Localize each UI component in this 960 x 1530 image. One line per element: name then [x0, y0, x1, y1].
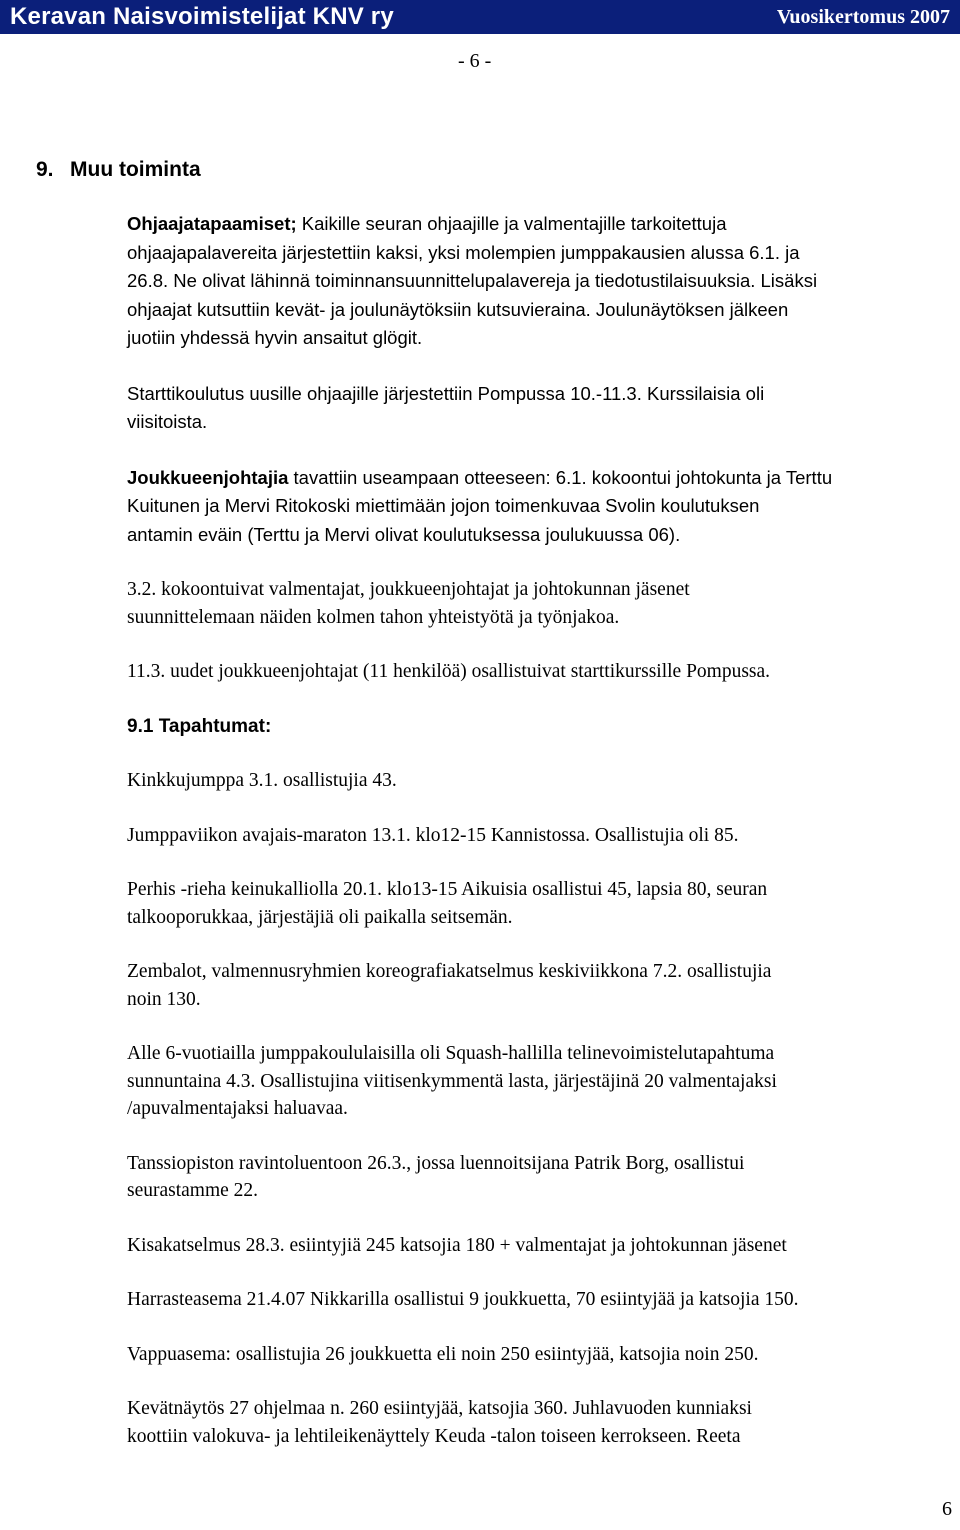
header-bar: [0, 0, 960, 34]
text-line: Starttikoulutus uusille ohjaajille järjestettiin Pompussa 10.-11.3. Kurssilaisia oli: [127, 382, 765, 404]
text-line: noin 130.: [127, 988, 201, 1010]
text-line: sunnuntaina 4.3. Osallistujina viitisenkymmentä lasta, järjestäjinä 20 valmentajaksi: [127, 1070, 777, 1092]
text-line: ohjaajapalavereita järjestettiin kaksi, yksi molempien jumppakausien alussa 6.1. ja: [127, 241, 800, 263]
page-number-bottom: 6: [942, 1498, 952, 1520]
text-line: Harrasteasema 21.4.07 Nikkarilla osallistui 9 joukkuetta, 70 esiintyjää ja katsojia 150.: [127, 1289, 799, 1310]
text-line: Kaikille seuran ohjaajille ja valmentajille tarkoitettuja: [296, 213, 727, 234]
text-line: ohjaajat kutsuttiin kevät- ja joulunäytöksiin kutsuvieraina. Joulunäytöksen jälkeen: [127, 298, 789, 320]
paragraph-lead: Ohjaajatapaamiset;: [127, 213, 297, 234]
event-kisakatselmus: [127, 1232, 937, 1260]
section-number: 9.: [36, 158, 54, 181]
text-line: Kuitunen ja Mervi Ritokoski miettimään jojon toimenkuvaa Svolin koulutuksen: [127, 495, 760, 516]
paragraph-valmentajat: [127, 576, 937, 631]
event-zembalot: [127, 958, 937, 1013]
paragraph-uudet-jojot: [127, 658, 937, 686]
page-number-top: - 6 -: [458, 50, 492, 72]
text-line: antamin eväin (Terttu ja Mervi olivat koulutuksessa joulukuussa 06).: [127, 523, 681, 545]
event-telinevoimistelu: [127, 1040, 937, 1123]
paragraph-starttikoulutus: [127, 380, 937, 437]
text-line: Tanssiopiston ravintoluentoon 26.3., jossa luennoitsijana Patrik Borg, osallistui: [127, 1152, 745, 1174]
text-line: Kisakatselmus 28.3. esiintyjiä 245 katsojia 180 + valmentajat ja johtokunnan jäsenet: [127, 1234, 787, 1256]
text-line: Perhis -rieha keinukalliolla 20.1. klo13-15 Aikuisia osallistui 45, lapsia 80, seuran: [127, 879, 768, 900]
text-line: koottiin valokuva- ja lehtileikenäyttely Keuda -talon toiseen kerrokseen. Reeta: [127, 1425, 741, 1447]
text-line: seurastamme 22.: [127, 1180, 259, 1201]
paragraph-joukkueenjohtajia: [127, 464, 937, 550]
document-body: [127, 210, 937, 1450]
event-vappuasema: [127, 1341, 937, 1369]
paragraph-lead: Joukkueenjohtajia: [127, 466, 289, 488]
event-perhis-rieha: [127, 876, 937, 931]
event-kinkkujumppa: [127, 767, 937, 795]
text-line: /apuvalmentajaksi haluavaa.: [127, 1098, 348, 1119]
text-line: 11.3. uudet joukkueenjohtajat (11 henkilöä) osallistuivat starttikurssille Pompussa.: [127, 661, 771, 682]
text-line: 26.8. Ne olivat lähinnä toiminnansuunnittelupalavereja ja tiedotustilaisuuksia. Lisäksi: [127, 270, 818, 291]
paragraph-ohjaajatapaamiset: [127, 210, 937, 353]
event-harrasteasema: [127, 1286, 937, 1314]
event-kevatnaytos: [127, 1395, 937, 1450]
text-line: talkooporukkaa, järjestäjiä oli paikalla seitsemän.: [127, 906, 513, 928]
text-line: 3.2. kokoontuivat valmentajat, joukkueenjohtajat ja johtokunnan jäsenet: [127, 579, 690, 600]
organization-name: Keravan Naisvoimistelijat KNV ry: [10, 3, 394, 30]
text-line: Zembalot, valmennusryhmien koreografiakatselmus keskiviikkona 7.2. osallistujia: [127, 961, 772, 982]
text-line: Kevätnäytös 27 ohjelmaa n. 260 esiintyjää, katsojia 360. Juhlavuoden kunniaksi: [127, 1398, 752, 1419]
text-line: Vappuasema: osallistujia 26 joukkuetta eli noin 250 esiintyjää, katsojia noin 250.: [127, 1343, 759, 1365]
text-line: viisitoista.: [127, 411, 208, 432]
event-ravintoluento: [127, 1150, 937, 1205]
text-line: suunnittelemaan näiden kolmen tahon yhteistyötä ja työnjakoa.: [127, 606, 620, 628]
text-line: Alle 6-vuotiailla jumppakoululaisilla oli Squash-hallilla telinevoimistelutapahtuma: [127, 1043, 775, 1064]
section-heading: [36, 158, 201, 182]
text-line: tavattiin useampaan otteeseen: 6.1. kokoontui johtokunta ja Terttu: [288, 466, 833, 488]
report-title: Vuosikertomus 2007: [776, 6, 950, 28]
text-line: juotiin yhdessä hyvin ansaitut glögit.: [127, 327, 423, 348]
text-line: Jumppaviikon avajais-maraton 13.1. klo12-15 Kannistossa. Osallistujia oli 85.: [127, 824, 739, 846]
events-heading: 9.1 Tapahtumat:: [127, 715, 272, 737]
section-title: Muu toiminta: [70, 158, 201, 181]
text-line: Kinkkujumppa 3.1. osallistujia 43.: [127, 770, 397, 791]
event-maraton: [127, 822, 937, 850]
